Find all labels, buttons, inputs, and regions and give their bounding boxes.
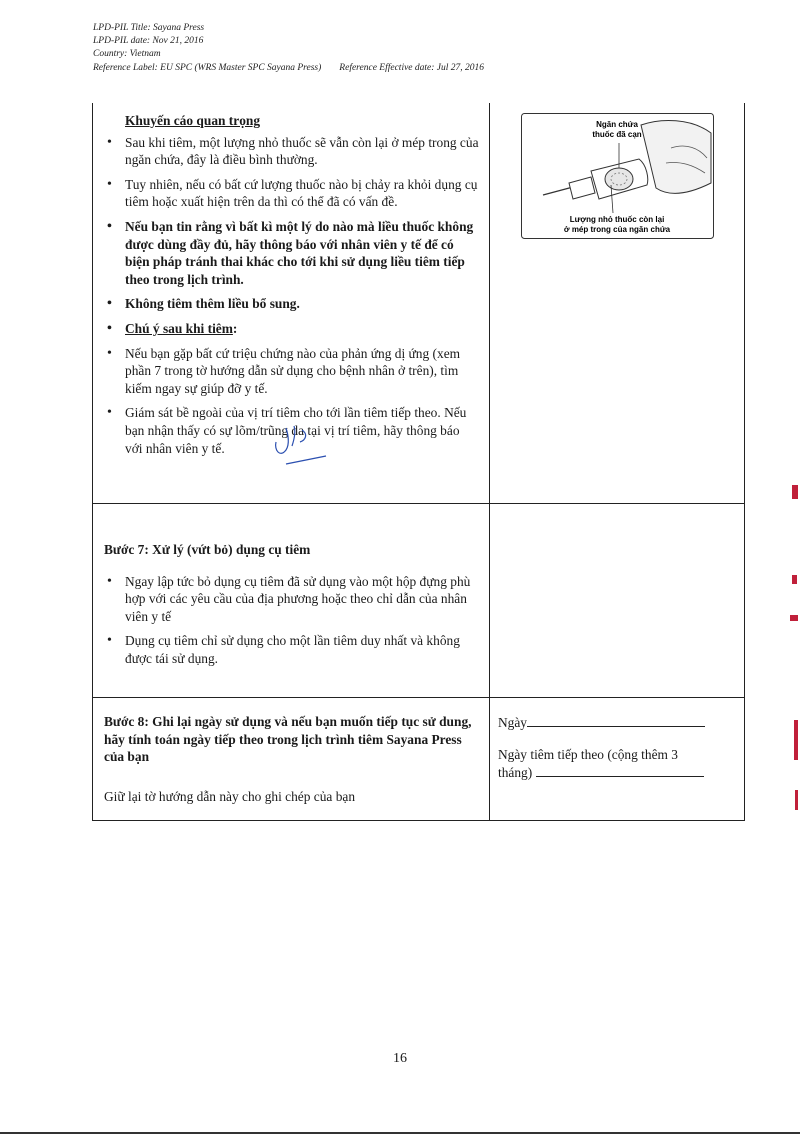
edge-mark bbox=[795, 790, 798, 810]
list-item: • Nếu bạn tin rằng vì bất kì một lý do nào mà liều thuốc không được dùng đầy đủ, hãy thông báo với nhân viên y tế để có biện pháp tránh thai khác cho tới khi sử dụng liều tiêm tiếp theo trong lịch trình. bbox=[104, 218, 479, 288]
list-item: • Chú ý sau khi tiêm: bbox=[104, 320, 479, 338]
header-title: LPD-PIL Title: Sayana Press bbox=[93, 23, 205, 33]
step-8-title: Bước 8: Ghi lại ngày sử dụng và nếu bạn muốn tiếp tục sử dung, hãy tính toán ngày tiếp theo trong lịch trình tiêm Sayana Press của bạn bbox=[104, 714, 472, 765]
list-item: • Dụng cụ tiêm chỉ sử dụng cho một lần tiêm duy nhất và không được tái sử dụng. bbox=[104, 632, 479, 667]
illustration-label-bottom: Lượng nhỏ thuốc còn lại bbox=[569, 215, 665, 224]
handwritten-annotation bbox=[268, 420, 348, 468]
step-8-section bbox=[104, 713, 479, 805]
section-heading: Khuyến cáo quan trọng bbox=[125, 113, 261, 128]
list-item: • Ngay lập tức bỏ dụng cụ tiêm đã sử dụng vào một hộp đựng phù hợp với các yêu cầu của địa phương hoặc theo chỉ dẫn của nhân viên y tế bbox=[104, 573, 479, 626]
list-item: • Sau khi tiêm, một lượng nhỏ thuốc sẽ vẫn còn lại ở mép trong của ngăn chứa, đây là điều bình thường. bbox=[104, 134, 479, 169]
step-7-section bbox=[104, 541, 479, 675]
header-date: LPD-PIL date: Nov 21, 2016 bbox=[93, 36, 204, 47]
date-record bbox=[498, 713, 733, 782]
edge-mark bbox=[792, 575, 797, 584]
instruction-table bbox=[92, 103, 745, 821]
list-item: • Không tiêm thêm liều bổ sung. bbox=[104, 295, 479, 313]
illustration-label-top: Ngăn chứa bbox=[596, 120, 638, 129]
keep-note: Giữ lại tờ hướng dẫn này cho ghi chép của bạn bbox=[104, 788, 356, 804]
reference-date: Reference Effective date: Jul 27, 2016 bbox=[339, 62, 485, 73]
next-date-blank bbox=[536, 763, 704, 777]
next-date-label: Ngày tiêm tiếp theo (cộng thêm 3 bbox=[498, 746, 678, 762]
column-divider bbox=[489, 103, 490, 820]
date-blank bbox=[527, 713, 705, 727]
after-injection-heading: Chú ý sau khi tiêm bbox=[125, 320, 233, 336]
date-label: Ngày bbox=[498, 715, 528, 730]
row-divider bbox=[93, 503, 744, 504]
list-item: • Nếu bạn gặp bất cứ triệu chứng nào của phản ứng dị ứng (xem phần 7 trong tờ hướng dẫn sử dụng cho bệnh nhân ở trên), tìm kiếm ngay sự giúp đỡ y tế. bbox=[104, 345, 479, 398]
edge-mark bbox=[790, 615, 798, 621]
advice-list bbox=[104, 134, 479, 458]
header-reference bbox=[93, 62, 653, 75]
edge-mark bbox=[794, 720, 798, 760]
header-country: Country: Vietnam bbox=[93, 49, 161, 60]
row-divider bbox=[93, 697, 744, 698]
illustration-label-top-2: thuốc đã cạn bbox=[592, 130, 642, 139]
date-field bbox=[498, 713, 733, 732]
list-item: • Tuy nhiên, nếu có bất cứ lượng thuốc nào bị chảy ra khỏi dụng cụ tiêm hoặc xuất hiện trên da thì có thể đã có vấn đề. bbox=[104, 176, 479, 211]
edge-mark bbox=[792, 485, 798, 499]
list-item: • Giám sát bề ngoài của vị trí tiêm cho tới lần tiêm tiếp theo. Nếu bạn nhận thấy có sự lõm/trũng da tại vị trí tiêm, hãy thông báo với nhân viên y tế. bbox=[104, 404, 479, 457]
document-header bbox=[93, 22, 653, 75]
reference-label: Reference Label: EU SPC (WRS Master SPC Sayana Press) bbox=[93, 62, 322, 73]
page-number: 16 bbox=[393, 1051, 407, 1066]
bottom-rule bbox=[0, 1132, 800, 1134]
important-advice-section bbox=[104, 112, 479, 464]
injector-drawing bbox=[521, 113, 714, 239]
step-7-title: Bước 7: Xử lý (vứt bỏ) dụng cụ tiêm bbox=[104, 542, 311, 557]
illustration-label-bottom-2: ở mép trong của ngăn chứa bbox=[563, 225, 671, 234]
next-date-field: tháng) bbox=[498, 763, 733, 782]
injector-illustration bbox=[521, 113, 714, 239]
disposal-list bbox=[104, 573, 479, 668]
